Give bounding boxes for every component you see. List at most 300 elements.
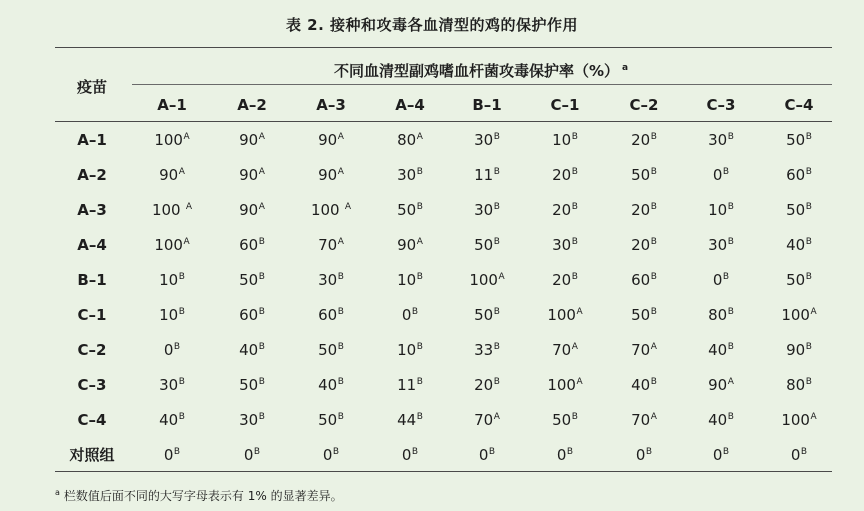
cell-value: 20 xyxy=(631,201,651,219)
cell-value: 30 xyxy=(318,271,338,289)
column-header: C–3 xyxy=(706,96,736,114)
significance-letter: A xyxy=(810,307,817,317)
significance-letter: B xyxy=(571,412,578,422)
cell-value: 90 xyxy=(239,166,259,184)
significance-letter: B xyxy=(650,237,657,247)
cell-value: 50 xyxy=(318,341,338,359)
cell-value: 10 xyxy=(397,271,417,289)
table-cell xyxy=(474,236,500,254)
significance-letter: B xyxy=(727,202,734,212)
significance-letter: A xyxy=(178,167,185,177)
cell-value: 0 xyxy=(712,271,723,289)
cell-value: 10 xyxy=(708,201,728,219)
table-cell xyxy=(631,341,657,359)
significance-letter: B xyxy=(493,237,500,247)
cell-value: 100 xyxy=(547,306,576,324)
cell-value: 10 xyxy=(159,306,179,324)
table-cell xyxy=(713,271,729,289)
table-cell xyxy=(474,376,500,394)
cell-value: 0 xyxy=(556,446,567,464)
table-cell xyxy=(791,446,807,464)
cell-value: 70 xyxy=(631,411,651,429)
significance-letter: B xyxy=(722,272,730,282)
significance-letter: B xyxy=(173,447,181,457)
significance-letter: B xyxy=(722,167,730,177)
table-cell xyxy=(708,341,734,359)
significance-letter: B xyxy=(178,412,185,422)
significance-letter: B xyxy=(493,377,500,387)
row-label: 对照组 xyxy=(69,446,115,464)
table-cell xyxy=(239,376,265,394)
cell-value: 0 xyxy=(243,446,254,464)
significance-letter: B xyxy=(173,342,181,352)
significance-letter: A xyxy=(183,237,190,247)
cell-value: 70 xyxy=(631,341,651,359)
footnote xyxy=(55,487,343,504)
row-label: C–1 xyxy=(77,306,107,324)
significance-letter: B xyxy=(337,377,344,387)
table-cell xyxy=(318,271,344,289)
cell-value: 80 xyxy=(397,131,417,149)
cell-value: 70 xyxy=(474,411,494,429)
cell-value: 50 xyxy=(397,201,417,219)
column-group-header xyxy=(334,60,628,81)
table-cell xyxy=(244,446,260,464)
cell-value: 60 xyxy=(786,166,806,184)
table-cell xyxy=(631,271,657,289)
cell-value: 40 xyxy=(239,341,259,359)
cell-value: 90 xyxy=(708,376,728,394)
significance-letter: A xyxy=(650,342,657,352)
significance-letter: B xyxy=(571,237,578,247)
cell-value: 40 xyxy=(786,236,806,254)
cell-value: 0 xyxy=(478,446,489,464)
table-cell xyxy=(154,131,189,149)
table-cell xyxy=(318,236,344,254)
footnote-marker: a xyxy=(55,488,60,497)
table-cell xyxy=(397,376,423,394)
row-label: C–4 xyxy=(77,411,107,429)
significance-letter: A xyxy=(337,237,344,247)
cell-value: 0 xyxy=(322,446,333,464)
cell-value: 60 xyxy=(318,306,338,324)
table-cell xyxy=(552,236,578,254)
table-cell xyxy=(318,376,344,394)
significance-letter: A xyxy=(258,202,265,212)
table-cell xyxy=(552,166,578,184)
row-label: A–3 xyxy=(77,201,107,219)
table-cell xyxy=(152,201,192,219)
cell-value: 20 xyxy=(552,201,572,219)
significance-letter: B xyxy=(727,412,734,422)
cell-value: 100 xyxy=(547,376,576,394)
significance-letter: B xyxy=(727,342,734,352)
significance-letter: B xyxy=(650,202,657,212)
table-cell xyxy=(159,376,185,394)
cell-value: 90 xyxy=(239,201,259,219)
cell-value: 100 xyxy=(469,271,498,289)
table-cell xyxy=(636,446,652,464)
top-rule xyxy=(55,47,832,48)
table-cell xyxy=(159,166,185,184)
table-cell xyxy=(164,341,180,359)
cell-value: 100 xyxy=(151,201,186,219)
significance-letter: B xyxy=(416,167,423,177)
significance-letter: B xyxy=(258,342,265,352)
cell-value: 100 xyxy=(154,236,183,254)
significance-letter: B xyxy=(258,307,265,317)
cell-value: 0 xyxy=(401,446,412,464)
table-cell xyxy=(318,166,344,184)
cell-value: 50 xyxy=(786,271,806,289)
significance-letter: B xyxy=(258,272,265,282)
significance-letter: B xyxy=(650,167,657,177)
cell-value: 20 xyxy=(552,166,572,184)
cell-value: 50 xyxy=(474,236,494,254)
column-header: A–4 xyxy=(395,96,425,114)
table-cell xyxy=(781,306,816,324)
cell-value: 50 xyxy=(786,131,806,149)
significance-letter: B xyxy=(416,202,423,212)
row-label: C–3 xyxy=(77,376,107,394)
significance-letter: A xyxy=(258,132,265,142)
cell-value: 50 xyxy=(552,411,572,429)
cell-value: 20 xyxy=(631,131,651,149)
cell-value: 0 xyxy=(163,446,174,464)
significance-letter: A xyxy=(727,377,734,387)
table-cell xyxy=(552,341,578,359)
cell-value: 50 xyxy=(239,376,259,394)
significance-letter: B xyxy=(411,307,419,317)
cell-value: 30 xyxy=(397,166,417,184)
significance-letter: A xyxy=(416,237,423,247)
table-cell xyxy=(474,201,500,219)
table-cell xyxy=(318,306,344,324)
cell-value: 100 xyxy=(781,411,810,429)
significance-letter: A xyxy=(337,132,344,142)
significance-letter: B xyxy=(416,272,423,282)
significance-letter: B xyxy=(805,167,812,177)
significance-letter: B xyxy=(805,202,812,212)
significance-letter: B xyxy=(493,132,500,142)
significance-letter: B xyxy=(727,132,734,142)
cell-value: 50 xyxy=(786,201,806,219)
table-cell xyxy=(154,236,189,254)
significance-letter: A xyxy=(185,202,193,212)
cell-value: 40 xyxy=(159,411,179,429)
significance-letter: B xyxy=(488,447,496,457)
table-cell xyxy=(318,131,344,149)
cell-value: 0 xyxy=(635,446,646,464)
cell-value: 90 xyxy=(159,166,179,184)
significance-letter: B xyxy=(805,272,812,282)
cell-value: 50 xyxy=(318,411,338,429)
cell-value: 20 xyxy=(631,236,651,254)
table-cell xyxy=(474,411,500,429)
cell-value: 90 xyxy=(397,236,417,254)
significance-letter: B xyxy=(178,307,185,317)
table-cell xyxy=(631,411,657,429)
column-header: C–4 xyxy=(784,96,814,114)
table-cell xyxy=(631,131,657,149)
significance-letter: B xyxy=(571,272,578,282)
cell-value: 20 xyxy=(474,376,494,394)
table-cell xyxy=(713,166,729,184)
table-cell xyxy=(552,131,578,149)
significance-letter: B xyxy=(493,167,500,177)
table-cell xyxy=(239,236,265,254)
table-cell xyxy=(631,236,657,254)
cell-value: 20 xyxy=(552,271,572,289)
significance-letter: B xyxy=(727,237,734,247)
significance-letter: B xyxy=(805,377,812,387)
significance-letter: B xyxy=(800,447,808,457)
table-cell xyxy=(402,306,418,324)
table-cell xyxy=(239,131,265,149)
table-cell xyxy=(239,201,265,219)
table-cell xyxy=(708,376,734,394)
significance-letter: B xyxy=(416,377,423,387)
cell-value: 11 xyxy=(397,376,417,394)
row-label: A–2 xyxy=(77,166,107,184)
column-header: B–1 xyxy=(472,96,502,114)
significance-letter: B xyxy=(571,202,578,212)
table-cell xyxy=(397,411,423,429)
table-cell xyxy=(786,341,812,359)
table-cell xyxy=(474,306,500,324)
column-group-rule xyxy=(132,84,832,85)
significance-letter: B xyxy=(650,377,657,387)
cell-value: 70 xyxy=(318,236,338,254)
row-label: C–2 xyxy=(77,341,107,359)
cell-value: 0 xyxy=(401,306,412,324)
table-cell xyxy=(397,236,423,254)
cell-value: 0 xyxy=(163,341,174,359)
significance-letter: B xyxy=(493,342,500,352)
significance-letter: B xyxy=(571,132,578,142)
cell-value: 44 xyxy=(397,411,417,429)
cell-value: 50 xyxy=(474,306,494,324)
table-cell xyxy=(323,446,339,464)
table-cell xyxy=(708,236,734,254)
table-cell xyxy=(552,271,578,289)
table-cell xyxy=(397,271,423,289)
table-cell xyxy=(479,446,495,464)
significance-letter: B xyxy=(416,412,423,422)
column-group-footnote-marker: a xyxy=(621,63,629,73)
vaccine-column-header: 疫苗 xyxy=(76,78,108,96)
significance-letter: A xyxy=(416,132,423,142)
column-header: A–1 xyxy=(157,96,187,114)
significance-letter: B xyxy=(253,447,261,457)
significance-letter: A xyxy=(498,272,505,282)
table-cell xyxy=(159,306,185,324)
significance-letter: B xyxy=(332,447,340,457)
table-cell xyxy=(547,306,582,324)
table-cell xyxy=(786,376,812,394)
significance-letter: B xyxy=(411,447,419,457)
cell-value: 50 xyxy=(239,271,259,289)
table-cell xyxy=(311,201,351,219)
significance-letter: B xyxy=(337,272,344,282)
cell-value: 60 xyxy=(239,236,259,254)
bottom-rule xyxy=(55,471,832,472)
cell-value: 40 xyxy=(708,341,728,359)
table-cell xyxy=(397,166,423,184)
cell-value: 30 xyxy=(159,376,179,394)
significance-letter: A xyxy=(650,412,657,422)
cell-value: 30 xyxy=(239,411,259,429)
table-cell xyxy=(557,446,573,464)
cell-value: 50 xyxy=(631,166,651,184)
cell-value: 10 xyxy=(552,131,572,149)
cell-value: 80 xyxy=(786,376,806,394)
table-cell xyxy=(708,131,734,149)
cell-value: 0 xyxy=(712,166,723,184)
significance-letter: A xyxy=(576,307,583,317)
significance-letter: B xyxy=(258,412,265,422)
cell-value: 10 xyxy=(397,341,417,359)
cell-value: 40 xyxy=(631,376,651,394)
table-cell xyxy=(708,201,734,219)
cell-value: 90 xyxy=(318,166,338,184)
cell-value: 30 xyxy=(474,131,494,149)
significance-letter: B xyxy=(178,377,185,387)
table-cell xyxy=(552,411,578,429)
table-cell xyxy=(239,411,265,429)
significance-letter: A xyxy=(183,132,190,142)
table-cell xyxy=(547,376,582,394)
table-cell xyxy=(402,446,418,464)
significance-letter: A xyxy=(258,167,265,177)
cell-value: 40 xyxy=(318,376,338,394)
column-header: A–3 xyxy=(316,96,346,114)
table-cell xyxy=(786,236,812,254)
table-cell xyxy=(159,271,185,289)
cell-value: 100 xyxy=(781,306,810,324)
column-header: C–2 xyxy=(629,96,659,114)
significance-letter: B xyxy=(337,307,344,317)
cell-value: 0 xyxy=(712,446,723,464)
significance-letter: B xyxy=(650,272,657,282)
cell-value: 70 xyxy=(552,341,572,359)
cell-value: 50 xyxy=(631,306,651,324)
row-label: A–4 xyxy=(77,236,107,254)
table-cell xyxy=(786,166,812,184)
cell-value: 30 xyxy=(708,236,728,254)
table-cell xyxy=(469,271,504,289)
table-cell xyxy=(239,166,265,184)
cell-value: 0 xyxy=(790,446,801,464)
table-cell xyxy=(708,306,734,324)
significance-letter: B xyxy=(805,342,812,352)
significance-letter: B xyxy=(337,412,344,422)
significance-letter: B xyxy=(722,447,730,457)
cell-value: 80 xyxy=(708,306,728,324)
column-header: A–2 xyxy=(237,96,267,114)
table-cell xyxy=(318,411,344,429)
table-cell xyxy=(781,411,816,429)
significance-letter: B xyxy=(566,447,574,457)
row-label: B–1 xyxy=(77,271,107,289)
cell-value: 90 xyxy=(786,341,806,359)
cell-value: 40 xyxy=(708,411,728,429)
cell-value: 10 xyxy=(159,271,179,289)
table-cell xyxy=(713,446,729,464)
table-cell xyxy=(474,166,500,184)
significance-letter: B xyxy=(178,272,185,282)
table-cell xyxy=(786,131,812,149)
cell-value: 60 xyxy=(239,306,259,324)
cell-value: 33 xyxy=(474,341,494,359)
table-cell xyxy=(631,376,657,394)
significance-letter: B xyxy=(493,202,500,212)
significance-letter: A xyxy=(810,412,817,422)
table-title: 表 2. 接种和攻毒各血清型的鸡的保护作用 xyxy=(285,16,579,34)
table-cell xyxy=(786,201,812,219)
cell-value: 30 xyxy=(474,201,494,219)
significance-letter: B xyxy=(337,342,344,352)
cell-value: 90 xyxy=(318,131,338,149)
table-cell xyxy=(631,306,657,324)
significance-letter: B xyxy=(727,307,734,317)
cell-value: 30 xyxy=(552,236,572,254)
significance-letter: B xyxy=(645,447,653,457)
table-cell xyxy=(159,411,185,429)
table-cell xyxy=(397,341,423,359)
column-header: C–1 xyxy=(550,96,580,114)
significance-letter: A xyxy=(493,412,500,422)
table-cell xyxy=(474,131,500,149)
table-cell xyxy=(552,201,578,219)
cell-value: 100 xyxy=(310,201,345,219)
cell-value: 30 xyxy=(708,131,728,149)
table-cell xyxy=(631,166,657,184)
significance-letter: B xyxy=(805,237,812,247)
column-group-label: 不同血清型副鸡嗜血杆菌攻毒保护率（%） xyxy=(333,62,619,80)
table-cell xyxy=(631,201,657,219)
significance-letter: B xyxy=(258,237,265,247)
table-cell xyxy=(164,446,180,464)
significance-letter: A xyxy=(337,167,344,177)
row-label: A–1 xyxy=(77,131,107,149)
table-cell xyxy=(397,131,423,149)
significance-letter: A xyxy=(571,342,578,352)
significance-letter: B xyxy=(571,167,578,177)
table-cell xyxy=(474,341,500,359)
header-rule xyxy=(55,121,832,122)
cell-value: 100 xyxy=(154,131,183,149)
significance-letter: B xyxy=(650,307,657,317)
cell-value: 90 xyxy=(239,131,259,149)
significance-letter: B xyxy=(493,307,500,317)
significance-letter: B xyxy=(805,132,812,142)
significance-letter: B xyxy=(416,342,423,352)
table-cell xyxy=(786,271,812,289)
significance-letter: A xyxy=(576,377,583,387)
table-cell xyxy=(708,411,734,429)
significance-letter: A xyxy=(344,202,352,212)
significance-letter: B xyxy=(258,377,265,387)
table-cell xyxy=(239,271,265,289)
table-cell xyxy=(239,306,265,324)
cell-value: 11 xyxy=(474,166,494,184)
footnote-text: 栏数值后面不同的大写字母表示有 1% 的显著差异。 xyxy=(63,489,343,503)
significance-letter: B xyxy=(650,132,657,142)
table-cell xyxy=(397,201,423,219)
table-cell xyxy=(239,341,265,359)
table-cell xyxy=(318,341,344,359)
